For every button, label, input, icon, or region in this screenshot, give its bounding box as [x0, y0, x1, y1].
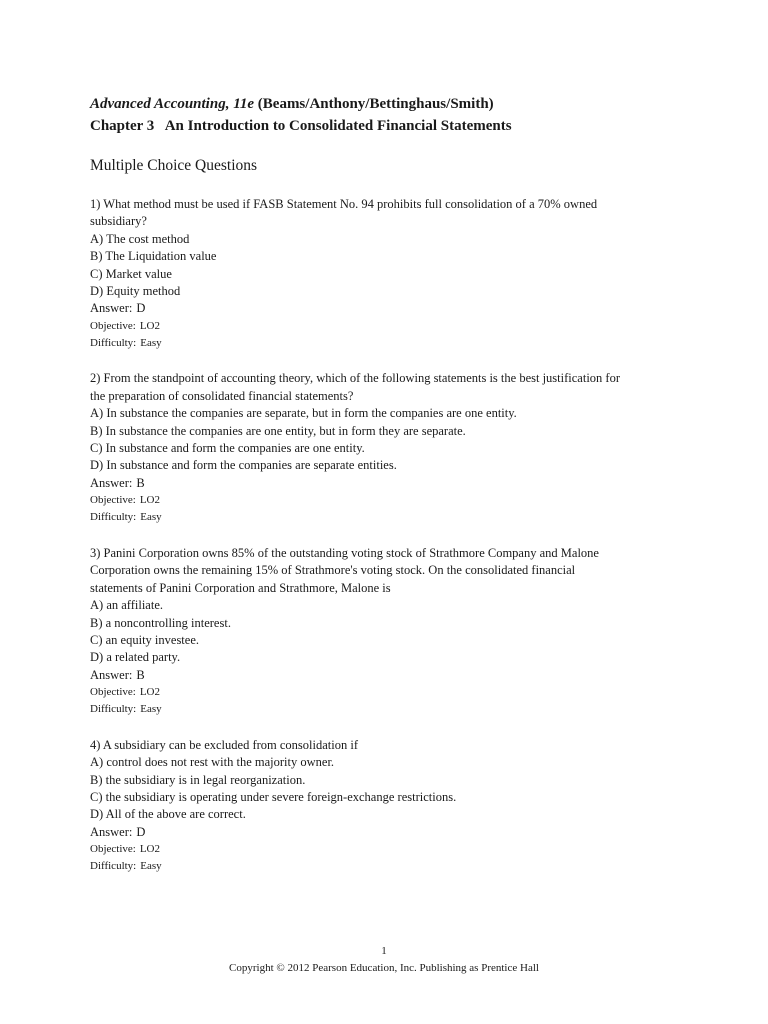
- chapter-title-text: Chapter 3 An Introduction to Consolidated Financial Statements: [90, 118, 512, 134]
- option-c: C) an equity investee.: [90, 632, 199, 647]
- option-b: B) a noncontrolling interest.: [90, 615, 231, 630]
- objective-line: [90, 684, 690, 701]
- option-d: D) All of the above are correct.: [90, 807, 246, 822]
- question-2: [90, 370, 690, 525]
- answer-label: Answer:: [90, 667, 133, 682]
- answer-line: [90, 475, 690, 492]
- question-text: 1) What method must be used if FASB Statement No. 94 prohibits full consolidation of a 70% owned: [90, 197, 598, 211]
- book-title: Advanced Accounting, 11e: [90, 96, 255, 112]
- difficulty-label: Difficulty:: [90, 511, 137, 524]
- option-d: D) In substance and form the companies are separate entities.: [90, 458, 397, 473]
- objective-label: Objective:: [90, 319, 136, 332]
- answer-line: [90, 667, 690, 684]
- book-authors: (Beams/Anthony/Bettinghaus/Smith): [257, 96, 494, 112]
- objective-label: Objective:: [90, 843, 136, 856]
- question-text: 4) A subsidiary can be excluded from consolidation if: [90, 737, 358, 752]
- difficulty-line: [90, 701, 690, 718]
- option-c: C) In substance and form the companies are one entity.: [90, 441, 365, 456]
- question-text: Corporation owns the remaining 15% of Strathmore's voting stock. On the consolidated financial: [90, 563, 576, 578]
- option-b: B) the subsidiary is in legal reorganization.: [90, 772, 306, 787]
- answer-value: B: [136, 475, 145, 490]
- difficulty-label: Difficulty:: [90, 336, 137, 349]
- answer-value: B: [136, 667, 145, 682]
- difficulty-line: [90, 335, 690, 352]
- option-d: D) Equity method: [90, 284, 181, 299]
- answer-label: Answer:: [90, 824, 133, 839]
- option-a: A) control does not rest with the majority owner.: [90, 755, 335, 770]
- objective-value: LO2: [139, 494, 160, 507]
- objective-line: [90, 492, 690, 509]
- answer-value: D: [136, 824, 146, 839]
- option-b: B) The Liquidation value: [90, 249, 217, 264]
- difficulty-line: [90, 509, 690, 526]
- question-text: statements of Panini Corporation and Strathmore, Malone is: [90, 580, 391, 595]
- chapter-title: [90, 115, 690, 137]
- option-a: A) In substance the companies are separate, but in form the companies are one entity.: [90, 406, 517, 421]
- option-b: B) In substance the companies are one entity, but in form they are separate.: [90, 423, 466, 438]
- difficulty-label: Difficulty:: [90, 702, 137, 715]
- difficulty-value: Easy: [140, 859, 162, 872]
- copyright-notice: Copyright © 2012 Pearson Education, Inc. Publishing as Prentice Hall: [229, 962, 539, 974]
- answer-label: Answer:: [90, 301, 133, 316]
- objective-line: [90, 318, 690, 335]
- question-text: the preparation of consolidated financial statements?: [90, 388, 354, 403]
- objective-value: LO2: [139, 686, 160, 699]
- objective-label: Objective:: [90, 494, 136, 507]
- answer-line: [90, 300, 690, 317]
- page-number: 1: [381, 945, 387, 957]
- question-text: 2) From the standpoint of accounting theory, which of the following statements is the best justification for: [90, 371, 620, 386]
- objective-value: LO2: [139, 319, 160, 332]
- question-4: [90, 737, 690, 875]
- answer-label: Answer:: [90, 475, 133, 490]
- section-heading: Multiple Choice Questions: [90, 157, 258, 174]
- question-text: subsidiary?: [90, 214, 147, 229]
- objective-value: LO2: [139, 843, 160, 856]
- difficulty-line: [90, 858, 690, 875]
- objective-label: Objective:: [90, 686, 136, 699]
- difficulty-value: Easy: [140, 336, 162, 349]
- question-1: [90, 196, 690, 351]
- difficulty-value: Easy: [140, 702, 162, 715]
- option-c: C) Market value: [90, 266, 172, 281]
- answer-line: [90, 824, 690, 841]
- option-c: C) the subsidiary is operating under severe foreign-exchange restrictions.: [90, 789, 457, 804]
- objective-line: [90, 841, 690, 858]
- option-a: A) an affiliate.: [90, 598, 163, 613]
- document-page: [90, 93, 690, 875]
- option-d: D) a related party.: [90, 650, 181, 665]
- answer-value: D: [136, 301, 146, 316]
- option-a: A) The cost method: [90, 231, 190, 246]
- question-3: [90, 545, 690, 718]
- question-text: 3) Panini Corporation owns 85% of the outstanding voting stock of Strathmore Company and Malone: [90, 545, 599, 560]
- book-title-line: [90, 93, 690, 115]
- difficulty-value: Easy: [140, 511, 162, 524]
- difficulty-label: Difficulty:: [90, 859, 137, 872]
